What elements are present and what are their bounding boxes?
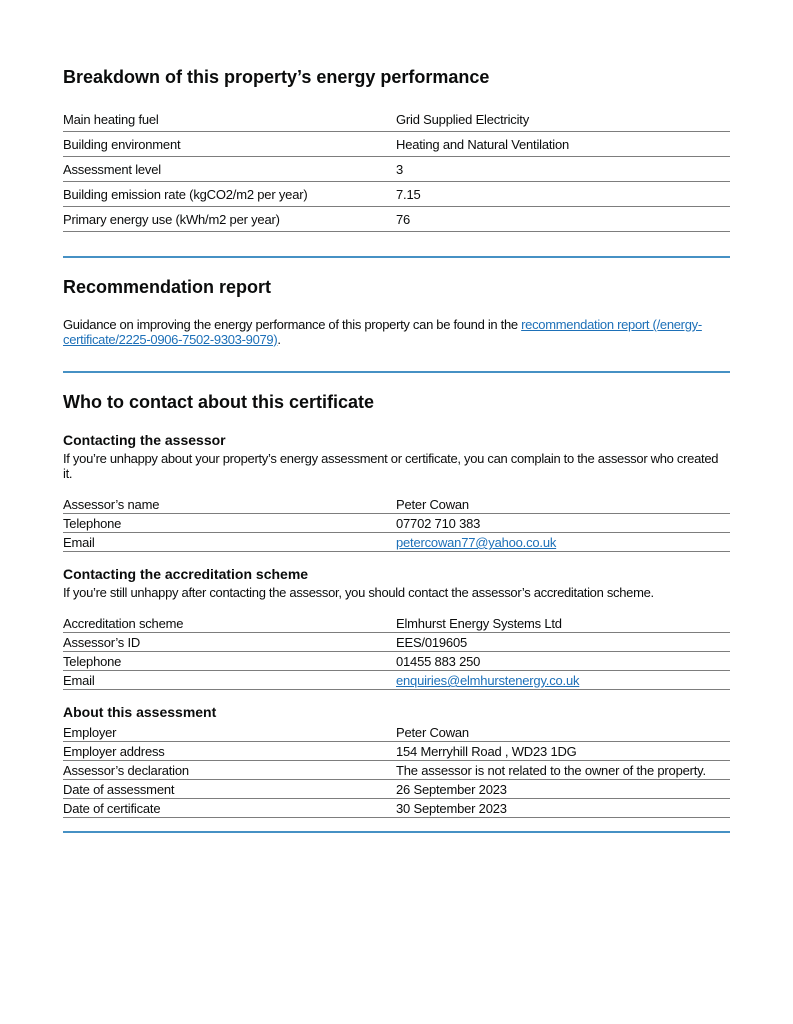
row-label: Assessor’s ID	[63, 635, 141, 650]
row-label: Email	[63, 535, 95, 550]
row-label: Building environment	[63, 137, 181, 152]
about-assessment-subheading: About this assessment	[63, 704, 217, 720]
row-label: Date of assessment	[63, 782, 175, 797]
guidance-text-end: .	[277, 332, 281, 347]
row-value: 7.15	[396, 187, 421, 202]
table-row	[63, 495, 730, 514]
table-row	[63, 182, 730, 207]
table-row	[63, 157, 730, 182]
row-label: Employer address	[63, 744, 165, 759]
row-value: 26 September 2023	[396, 782, 507, 797]
row-value: 76	[396, 212, 411, 227]
section-divider	[63, 371, 730, 373]
row-label: Date of certificate	[63, 801, 161, 816]
table-row	[63, 514, 730, 533]
assessor-table	[63, 495, 730, 552]
row-value: Peter Cowan	[396, 497, 469, 512]
row-label: Email	[63, 673, 95, 688]
recommendation-report-link[interactable]: recommendation report (/energy-certificate/2225-0906-7502-9303-9079)	[63, 317, 702, 347]
table-row	[63, 132, 730, 157]
breakdown-table	[63, 107, 730, 232]
row-value: 30 September 2023	[396, 801, 507, 816]
table-row	[63, 723, 730, 742]
row-label: Employer	[63, 725, 117, 740]
row-label: Building emission rate (kgCO2/m2 per year)	[63, 187, 308, 202]
row-value: EES/019605	[396, 635, 468, 650]
about-assessment-table	[63, 723, 730, 818]
contact-heading: Who to contact about this certificate	[63, 392, 375, 412]
row-value	[396, 673, 730, 688]
row-value: Peter Cowan	[396, 725, 469, 740]
guidance-text: Guidance on improving the energy performance of this property can be found in the	[63, 317, 522, 332]
accreditation-table	[63, 614, 730, 690]
row-label: Assessor’s declaration	[63, 763, 189, 778]
row-label: Assessment level	[63, 162, 161, 177]
table-row	[63, 533, 730, 552]
row-label: Telephone	[63, 654, 122, 669]
row-value: 3	[396, 162, 404, 177]
row-value: Heating and Natural Ventilation	[396, 137, 570, 152]
recommendation-guidance	[63, 317, 730, 347]
section-contact	[63, 391, 730, 818]
table-row	[63, 671, 730, 690]
row-label: Primary energy use (kWh/m2 per year)	[63, 212, 280, 227]
section-breakdown	[63, 66, 730, 232]
row-label: Accreditation scheme	[63, 616, 184, 631]
table-row	[63, 780, 730, 799]
email-link[interactable]: petercowan77@yahoo.co.uk	[396, 535, 557, 550]
email-link[interactable]: enquiries@elmhurstenergy.co.uk	[396, 673, 580, 688]
table-row	[63, 652, 730, 671]
row-value: 01455 883 250	[396, 654, 481, 669]
recommendation-heading: Recommendation report	[63, 277, 272, 297]
accreditation-description: If you’re still unhappy after contacting the assessor, you should contact the assessor’s accreditation scheme.	[63, 585, 654, 600]
row-value: The assessor is not related to the owner of the property.	[396, 763, 706, 778]
breakdown-heading: Breakdown of this property’s energy performance	[63, 67, 490, 87]
section-recommendation	[63, 276, 730, 347]
table-row	[63, 799, 730, 818]
row-value: 154 Merryhill Road , WD23 1DG	[396, 744, 577, 759]
assessor-description: If you’re unhappy about your property’s energy assessment or certificate, you can complain to the assessor who created it.	[63, 451, 719, 481]
section-divider	[63, 831, 730, 833]
row-label: Assessor’s name	[63, 497, 160, 512]
table-row	[63, 633, 730, 652]
table-row	[63, 207, 730, 232]
row-value: Elmhurst Energy Systems Ltd	[396, 616, 562, 631]
accreditation-subheading: Contacting the accreditation scheme	[63, 566, 309, 582]
table-row	[63, 614, 730, 633]
row-value: 07702 710 383	[396, 516, 481, 531]
row-value	[396, 535, 730, 550]
assessor-subheading: Contacting the assessor	[63, 432, 226, 448]
row-label: Telephone	[63, 516, 122, 531]
row-value: Grid Supplied Electricity	[396, 112, 529, 127]
table-row	[63, 107, 730, 132]
row-label: Main heating fuel	[63, 112, 159, 127]
section-divider	[63, 256, 730, 258]
table-row	[63, 761, 730, 780]
table-row	[63, 742, 730, 761]
